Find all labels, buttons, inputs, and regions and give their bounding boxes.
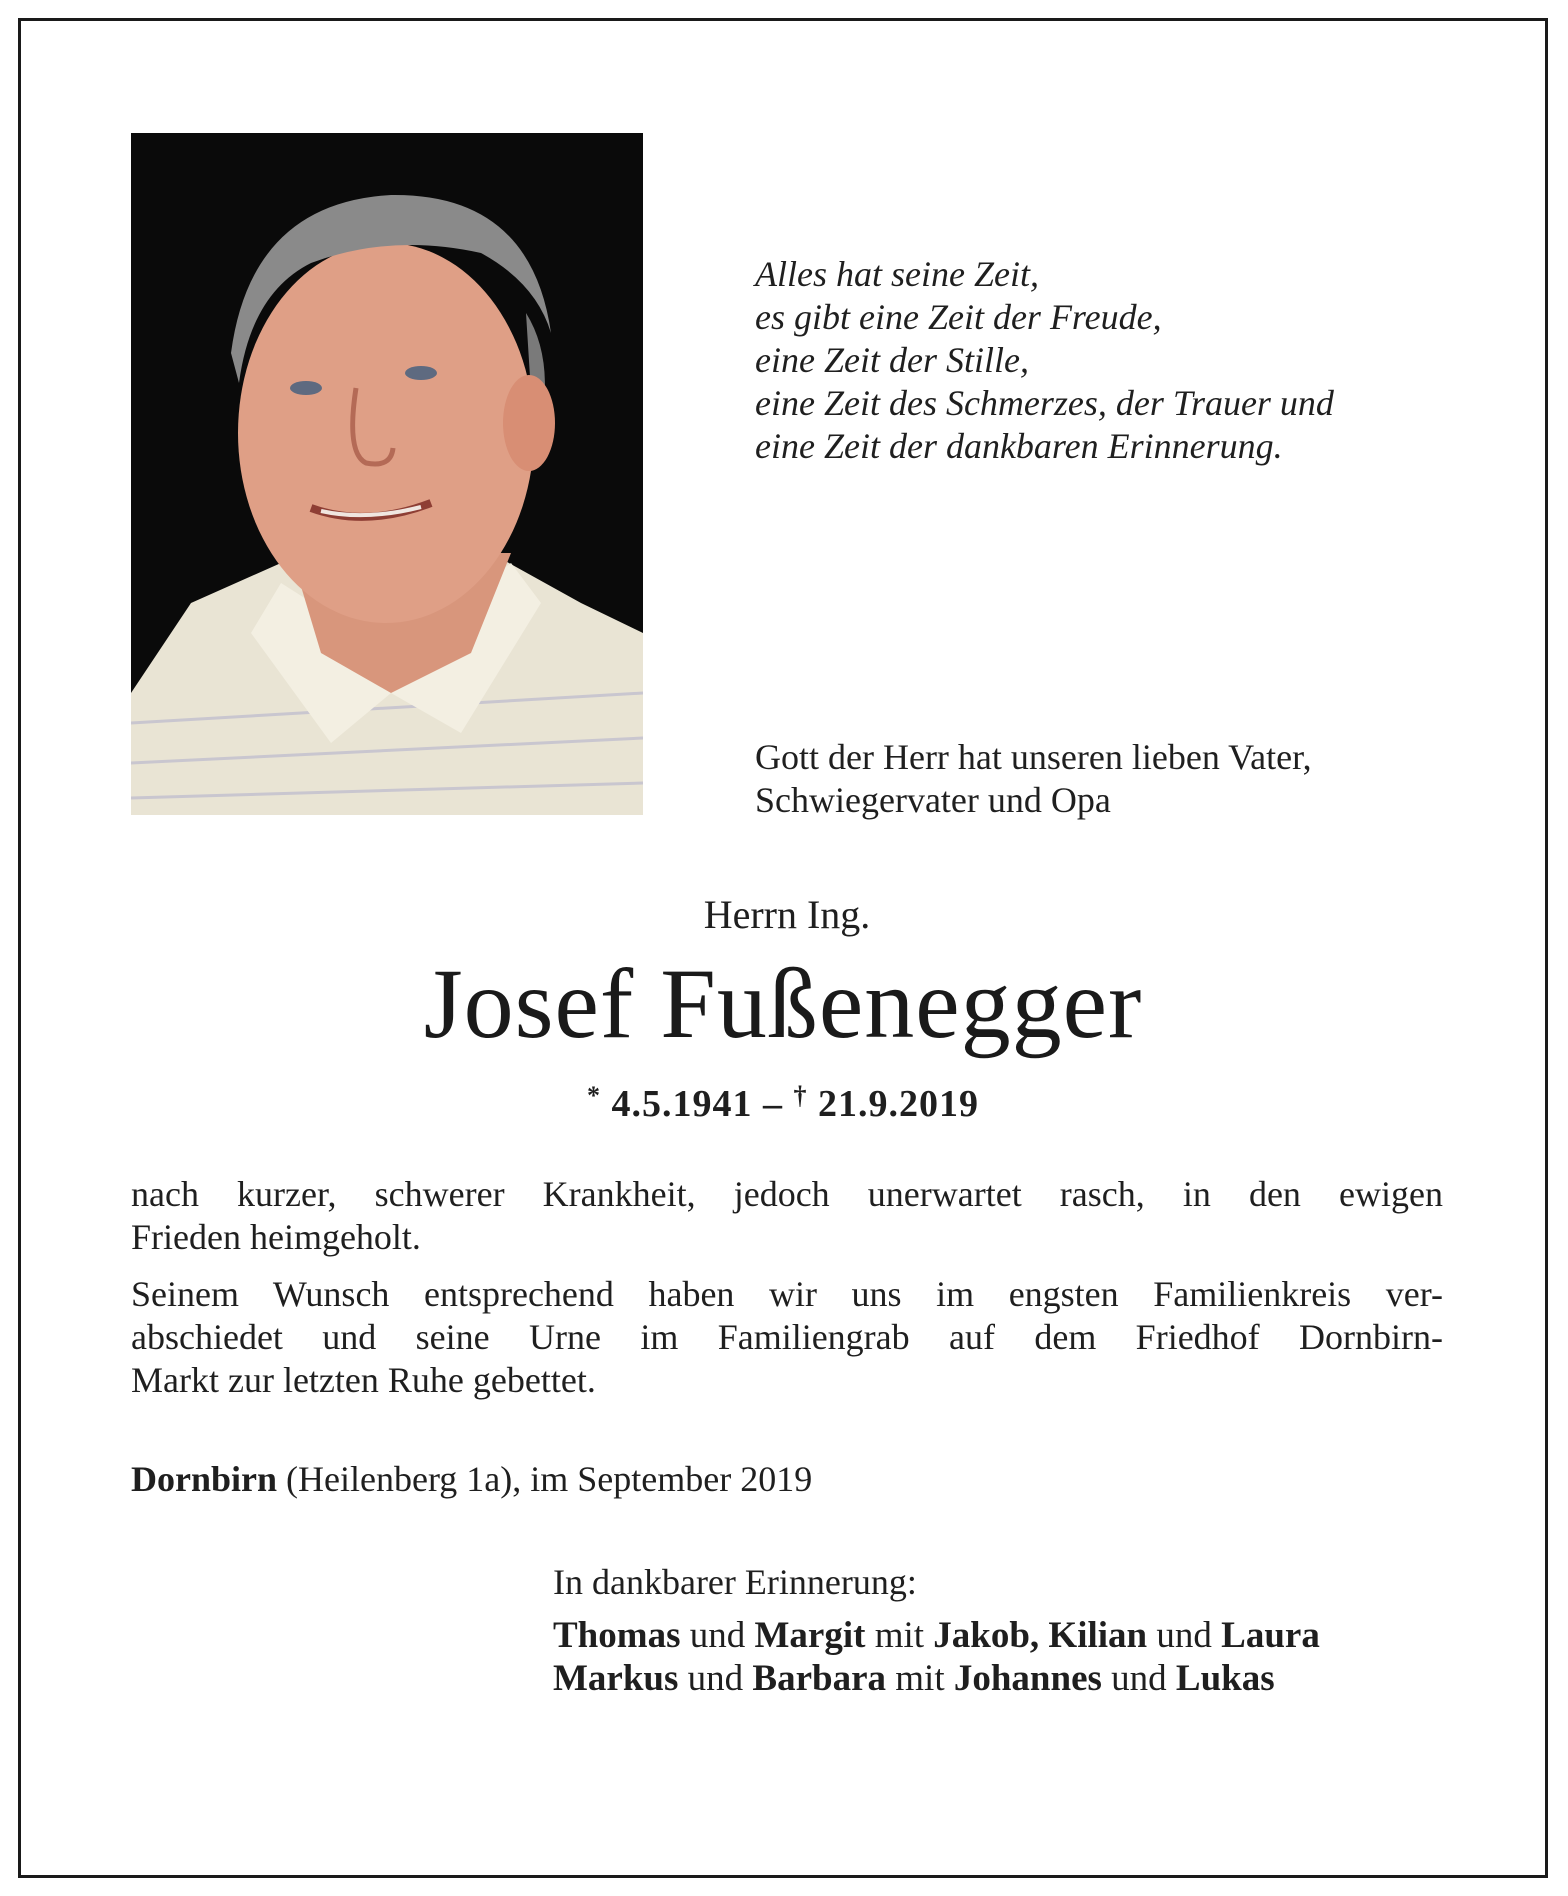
body-line: Seinem Wunsch entsprechend haben wir uns im engsten Familienkreis ver- — [131, 1274, 1443, 1314]
mourner-name: Thomas — [553, 1615, 681, 1656]
birth-date: 4.5.1941 — [611, 1083, 753, 1125]
poem-line: eine Zeit der dankbaren Erinnerung. — [755, 426, 1283, 466]
body-paragraph-2 — [131, 1273, 1443, 1402]
connector-word: und — [678, 1658, 753, 1699]
mourners-block — [553, 1561, 1443, 1700]
thanks-heading: In dankbarer Erinnerung: — [553, 1562, 917, 1602]
body-line: Frieden heimgeholt. — [131, 1217, 421, 1257]
body-line: abschiedet und seine Urne im Familiengrab auf dem Friedhof Dornbirn- — [131, 1317, 1443, 1357]
connector-word: mit — [886, 1658, 954, 1699]
intro-line: Schwiegervater und Opa — [755, 780, 1111, 820]
death-symbol: † — [793, 1081, 808, 1110]
place-rest: (Heilenberg 1a), im September 2019 — [277, 1459, 813, 1499]
mourner-name: Johannes — [953, 1658, 1102, 1699]
mourners-row — [553, 1657, 1443, 1700]
poem-line: es gibt eine Zeit der Freude, — [755, 297, 1162, 337]
deceased-name: Josef Fußenegger — [423, 948, 1143, 1059]
mourner-name: Markus — [553, 1658, 679, 1699]
mourners-row — [553, 1614, 1443, 1657]
mourner-name: Barbara — [752, 1658, 887, 1699]
mourner-name: Laura — [1221, 1615, 1320, 1656]
date-separator: – — [763, 1083, 783, 1125]
mourner-name: Jakob, Kilian — [933, 1615, 1148, 1656]
death-date: 21.9.2019 — [818, 1083, 979, 1125]
body-line: Markt zur letzten Ruhe gebettet. — [131, 1360, 596, 1400]
body-paragraph-1 — [131, 1173, 1443, 1259]
place-and-date — [131, 1458, 812, 1500]
mourner-name: Margit — [754, 1615, 866, 1656]
connector-word: und — [680, 1615, 755, 1656]
mourner-name: Lukas — [1175, 1658, 1275, 1699]
connector-word: mit — [865, 1615, 934, 1656]
poem-line: eine Zeit des Schmerzes, der Trauer und — [755, 383, 1334, 423]
connector-word: und — [1101, 1658, 1176, 1699]
intro-line: Gott der Herr hat unseren lieben Vater, — [755, 737, 1312, 777]
birth-symbol: * — [587, 1081, 601, 1110]
place-town: Dornbirn — [131, 1459, 278, 1499]
poem-quote — [755, 253, 1475, 468]
obituary-card — [18, 18, 1548, 1878]
announcement-intro — [755, 736, 1495, 822]
portrait-photo — [131, 133, 643, 815]
life-dates — [21, 1081, 1545, 1126]
body-line: nach kurzer, schwerer Krankheit, jedoch unerwartet rasch, in den ewigen — [131, 1174, 1443, 1214]
poem-line: Alles hat seine Zeit, — [755, 254, 1039, 294]
salutation: Herrn Ing. — [703, 892, 871, 937]
connector-word: und — [1147, 1615, 1222, 1656]
poem-line: eine Zeit der Stille, — [755, 340, 1029, 380]
